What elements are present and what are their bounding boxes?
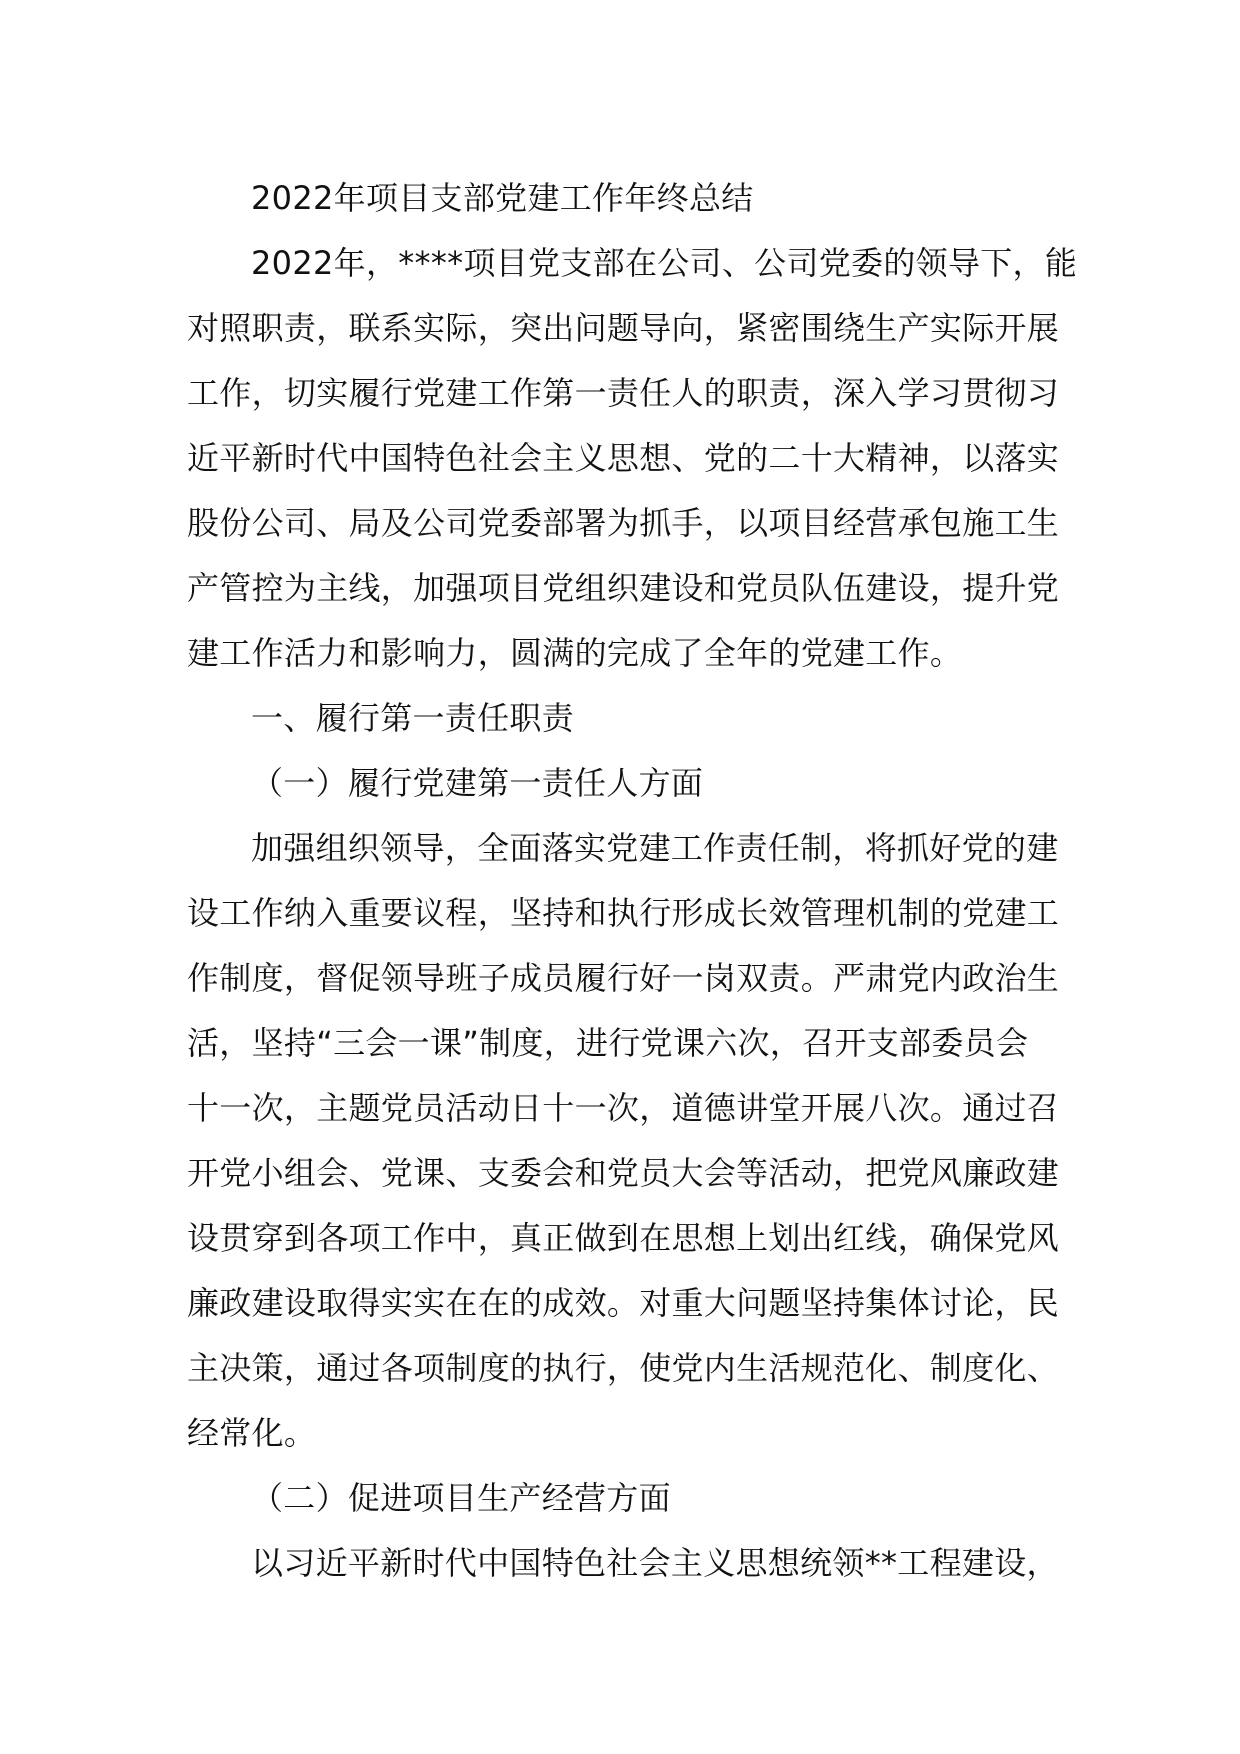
paragraph-1-line-6: 产管控为主线，加强项目党组织建设和党员队伍建设，提升党 [187, 569, 1060, 607]
paragraph-3-line-1: 以习近平新时代中国特色社会主义思想统领**工程建设， [251, 1544, 1059, 1582]
document-body [187, 166, 1078, 1596]
paragraph-2-line-2: 设工作纳入重要议程，坚持和执行形成长效管理机制的党建工 [187, 894, 1060, 932]
paragraph-2-line-3: 作制度，督促领导班子成员履行好一岗双责。严肃党内政治生 [187, 959, 1060, 997]
paragraph-2-line-10: 经常化。 [187, 1414, 317, 1452]
paragraph-1-line-7: 建工作活力和影响力，圆满的完成了全年的党建工作。 [187, 634, 963, 672]
paragraph-2-line-6: 开党小组会、党课、支委会和党员大会等活动，把党风廉政建 [187, 1154, 1060, 1192]
paragraph-2-line-4: 活，坚持“三会一课”制度，进行党课六次，召开支部委员会 [187, 1024, 1029, 1062]
paragraph-1-line-2: 对照职责，联系实际，突出问题导向，紧密围绕生产实际开展 [187, 309, 1060, 347]
paragraph-2-line-9: 主决策，通过各项制度的执行，使党内生活规范化、制度化、 [187, 1349, 1060, 1387]
subsection-heading-1: （一）履行党建第一责任人方面 [251, 764, 704, 802]
paragraph-2-line-7: 设贯穿到各项工作中，真正做到在思想上划出红线，确保党风 [187, 1219, 1060, 1257]
document-title: 2022年项目支部党建工作年终总结 [251, 179, 754, 217]
paragraph-1-line-5: 股份公司、局及公司党委部署为抓手，以项目经营承包施工生 [187, 504, 1060, 542]
subsection-heading-2: （二）促进项目生产经营方面 [251, 1479, 671, 1517]
paragraph-1-line-3: 工作，切实履行党建工作第一责任人的职责，深入学习贯彻习 [187, 374, 1060, 412]
paragraph-2-line-1: 加强组织领导，全面落实党建工作责任制，将抓好党的建 [251, 829, 1059, 867]
paragraph-2-line-5: 十一次，主题党员活动日十一次，道德讲堂开展八次。通过召 [187, 1089, 1060, 1127]
paragraph-2-line-8: 廉政建设取得实实在在的成效。对重大问题坚持集体讨论，民 [187, 1284, 1060, 1322]
paragraph-1-line-4: 近平新时代中国特色社会主义思想、党的二十大精神，以落实 [187, 439, 1060, 477]
section-heading-1: 一、履行第一责任职责 [251, 699, 575, 737]
paragraph-1-line-1: 2022年，****项目党支部在公司、公司党委的领导下，能 [251, 244, 1078, 282]
